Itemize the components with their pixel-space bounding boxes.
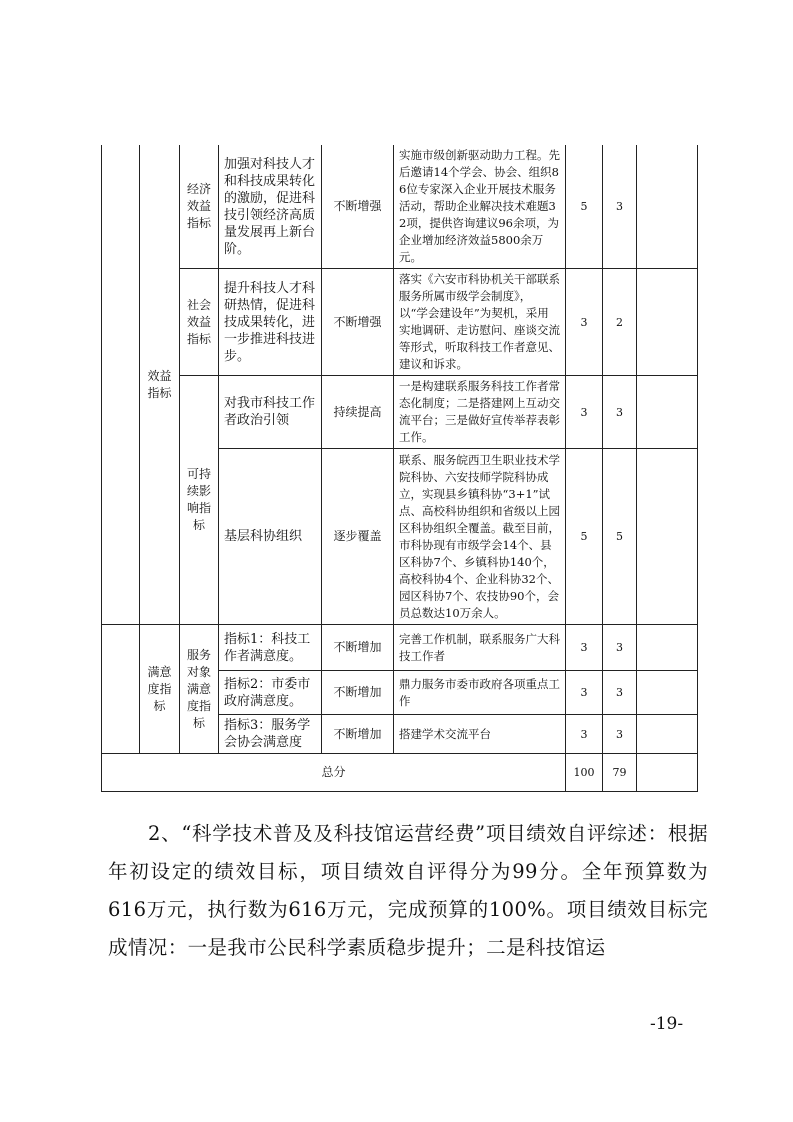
level2-label: 社会效益指标 (180, 269, 219, 376)
result-text: 联系、服务皖西卫生职业技术学院科协、六安技师学院科协成立，实现县乡镇科协“3+1”试点、高校科协组织和省级以上园区科协组织全覆盖。截至目前，市科协现有市级学会14个、县区科协7个、乡镇科协140个，高校科协4个、企业科协32个、园区科协7个、农技协90个，会员总数达10万余人。 (394, 449, 566, 625)
paragraph-text: 2、“科学技术普及及科技馆运营经费”项目绩效自评综述：根据年初设定的绩效目标，项目绩效自评得分为99分。全年预算数为616万元，执行数为616万元，完成预算的100%。项目绩效目标完成情况：一是我市公民科学素质稳步提升；二是科技馆运 (108, 822, 708, 959)
score-value: 3 (603, 625, 637, 671)
level3-label: 提升科技人才科研热情，促进科技成果转化，进一步推进科技进步。 (219, 269, 322, 376)
weight-value: 3 (566, 671, 603, 715)
table-row (102, 625, 698, 671)
score-value: 3 (603, 145, 637, 269)
note-cell (637, 145, 698, 269)
total-note (637, 754, 698, 792)
page-number: -19- (650, 1014, 684, 1034)
note-cell (637, 376, 698, 449)
result-text: 搭建学术交流平台 (394, 715, 566, 754)
level2-label: 可持续影响指标 (180, 376, 219, 625)
level3-label: 指标2：市委市政府满意度。 (219, 671, 322, 715)
total-label: 总分 (102, 754, 566, 792)
target-value: 不断增强 (322, 269, 394, 376)
result-text: 完善工作机制，联系服务广大科技工作者 (394, 625, 566, 671)
level3-label: 对我市科技工作者政治引领 (219, 376, 322, 449)
blank-cell (102, 625, 140, 754)
total-row (102, 754, 698, 792)
total-weight: 100 (566, 754, 603, 792)
table-row (102, 145, 698, 269)
satisfaction-level2-label: 服务对象满意度指标 (180, 625, 219, 754)
level3-label: 加强对科技人才和科技成果转化的激励，促进科技引领经济高质量发展再上新台阶。 (219, 145, 322, 269)
target-value: 不断增加 (322, 625, 394, 671)
level3-label: 基层科协组织 (219, 449, 322, 625)
weight-value: 3 (566, 376, 603, 449)
result-text: 一是构建联系服务科技工作者常态化制度；二是搭建网上互动交流平台；三是做好宣传举荐表彰工作。 (394, 376, 566, 449)
note-cell (637, 715, 698, 754)
table-row (102, 376, 698, 449)
target-value: 逐步覆盖 (322, 449, 394, 625)
result-text: 鼎力服务市委市政府各项重点工作 (394, 671, 566, 715)
summary-paragraph (108, 815, 708, 967)
target-value: 不断增加 (322, 671, 394, 715)
note-cell (637, 269, 698, 376)
weight-value: 3 (566, 715, 603, 754)
table-row (102, 269, 698, 376)
note-cell (637, 671, 698, 715)
result-text: 落实《六安市科协机关干部联系服务所属市级学会制度》，以“学会建设年”为契机，采用实地调研、走访慰问、座谈交流等形式，听取科技工作者意见、建议和诉求。 (394, 269, 566, 376)
level1-label: 效益指标 (140, 145, 180, 625)
weight-value: 5 (566, 145, 603, 269)
target-value: 不断增强 (322, 145, 394, 269)
note-cell (637, 449, 698, 625)
weight-value: 3 (566, 269, 603, 376)
performance-table (101, 145, 698, 792)
score-value: 3 (603, 715, 637, 754)
score-value: 3 (603, 376, 637, 449)
level3-label: 指标1：科技工作者满意度。 (219, 625, 322, 671)
level3-label: 指标3：服务学会协会满意度 (219, 715, 322, 754)
score-value: 2 (603, 269, 637, 376)
note-cell (637, 625, 698, 671)
weight-value: 3 (566, 625, 603, 671)
blank-cell (102, 145, 140, 625)
total-score: 79 (603, 754, 637, 792)
target-value: 不断增加 (322, 715, 394, 754)
target-value: 持续提高 (322, 376, 394, 449)
result-text: 实施市级创新驱动助力工程。先后邀请14个学会、协会、组织86位专家深入企业开展技术服务活动，帮助企业解决技术难题32项，提供咨询建议96余项，为企业增加经济效益5800余万元。 (394, 145, 566, 269)
level2-label: 经济效益指标 (180, 145, 219, 269)
score-value: 3 (603, 671, 637, 715)
weight-value: 5 (566, 449, 603, 625)
score-value: 5 (603, 449, 637, 625)
satisfaction-level1-label: 满意度指标 (140, 625, 180, 754)
